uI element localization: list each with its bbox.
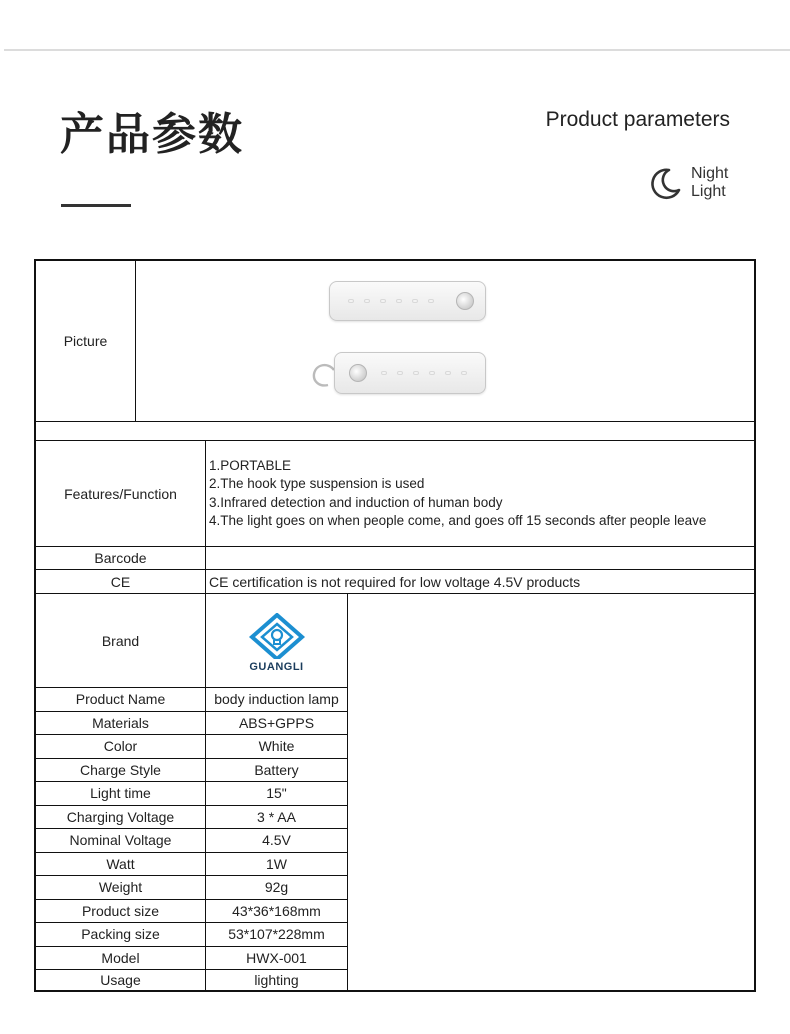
spec-value: lighting <box>254 972 299 988</box>
spec-value-cell <box>205 922 348 947</box>
title-underline <box>61 204 131 207</box>
brand-label: Brand <box>101 632 140 649</box>
spec-label: Charge Style <box>80 761 161 778</box>
spec-value: 15" <box>266 785 287 802</box>
spec-label-cell <box>35 969 206 991</box>
ce-value-cell <box>205 569 756 594</box>
spec-value: HWX-001 <box>246 949 307 966</box>
spec-value-cell <box>205 852 348 877</box>
feature-item: 2.The hook type suspension is used <box>209 476 425 491</box>
badge-line-1: Night <box>691 165 729 182</box>
spec-label: Usage <box>100 972 141 988</box>
spec-value-cell <box>205 805 348 830</box>
features-label: Features/Function <box>64 485 177 502</box>
spec-label-cell <box>35 711 206 736</box>
lamp-top <box>329 281 486 321</box>
spec-label-cell <box>35 899 206 924</box>
led <box>461 371 467 375</box>
brand-logo-cell <box>205 593 348 688</box>
spec-label-cell <box>35 875 206 900</box>
spec-value-cell <box>205 828 348 853</box>
picture-label: Picture <box>63 333 108 349</box>
guangli-logo-icon <box>248 613 306 659</box>
spec-label-cell <box>35 805 206 830</box>
spec-label-cell <box>35 922 206 947</box>
brand-logo-text: GUANGLI <box>249 660 304 673</box>
picture-cell <box>135 260 756 422</box>
ce-label: CE <box>110 573 131 590</box>
feature-item: 1.PORTABLE <box>209 457 292 473</box>
motion-sensor <box>456 292 474 310</box>
picture-label-cell <box>35 260 136 422</box>
spec-value-cell <box>205 899 348 924</box>
spec-label-cell <box>35 734 206 759</box>
page-title: 产品参数 <box>60 109 244 160</box>
led <box>429 371 435 375</box>
product-image <box>136 261 755 421</box>
spec-value-cell <box>205 734 348 759</box>
brand-label-cell <box>35 593 206 688</box>
spec-value-cell <box>205 758 348 783</box>
spec-value: 3 * AA <box>257 808 296 825</box>
spec-value: ABS+GPPS <box>238 714 315 731</box>
barcode-value-cell <box>205 546 756 570</box>
spacer-row <box>35 421 756 441</box>
spec-label: Weight <box>98 879 143 896</box>
night-light-badge <box>691 165 728 201</box>
spec-label: Light time <box>90 785 151 802</box>
led <box>381 371 387 375</box>
feature-item: 3.Infrared detection and induction of human body <box>209 494 503 510</box>
led <box>380 299 386 303</box>
spec-value: Battery <box>254 761 299 778</box>
spec-value-cell <box>205 781 348 806</box>
spec-value: 92g <box>264 879 289 896</box>
barcode-label-cell <box>35 546 206 570</box>
spec-label-cell <box>35 758 206 783</box>
barcode-label: Barcode <box>94 550 147 566</box>
spec-label: Color <box>103 738 138 755</box>
spec-label: Watt <box>106 855 135 872</box>
spec-value: body induction lamp <box>214 691 339 708</box>
spec-label: Nominal Voltage <box>69 832 172 849</box>
led <box>396 299 402 303</box>
led <box>428 299 434 303</box>
spec-value-cell <box>205 687 348 712</box>
led <box>413 371 419 375</box>
page-subtitle: Product parameters <box>545 108 730 131</box>
spec-label-cell <box>35 852 206 877</box>
spec-value-cell <box>205 946 348 971</box>
led <box>445 371 451 375</box>
spec-value-cell <box>205 875 348 900</box>
spec-label-cell <box>35 687 206 712</box>
led <box>364 299 370 303</box>
led <box>412 299 418 303</box>
parameters-table <box>34 259 756 992</box>
spec-label: Model <box>101 949 140 966</box>
top-divider <box>4 49 790 51</box>
features-cell <box>205 440 756 547</box>
badge-line-2: Light <box>691 183 726 200</box>
spec-value: 43*36*168mm <box>232 902 321 919</box>
motion-sensor <box>349 364 367 382</box>
spec-label-cell <box>35 946 206 971</box>
spec-label-cell <box>35 828 206 853</box>
spec-label: Product size <box>81 902 160 919</box>
spec-value-cell <box>205 711 348 736</box>
spec-value: White <box>258 738 295 755</box>
feature-item: 4.The light goes on when people come, and goes off 15 seconds after people leave <box>209 513 707 528</box>
spec-label: Materials <box>92 714 149 731</box>
lamp-bottom <box>334 352 486 394</box>
features-label-cell <box>35 440 206 547</box>
led <box>348 299 354 303</box>
ce-label-cell <box>35 569 206 594</box>
spec-label: Charging Voltage <box>66 808 175 825</box>
features-list <box>209 457 706 531</box>
spec-value: 1W <box>266 855 287 872</box>
spec-value-cell <box>205 969 348 991</box>
led <box>397 371 403 375</box>
crescent-moon-icon <box>647 166 683 202</box>
spec-label: Packing size <box>81 926 160 943</box>
spec-label-cell <box>35 781 206 806</box>
spec-value: 53*107*228mm <box>228 926 325 943</box>
spec-value: 4.5V <box>262 832 291 849</box>
spec-label: Product Name <box>75 691 166 708</box>
ce-value: CE certification is not required for low voltage 4.5V products <box>209 573 581 590</box>
